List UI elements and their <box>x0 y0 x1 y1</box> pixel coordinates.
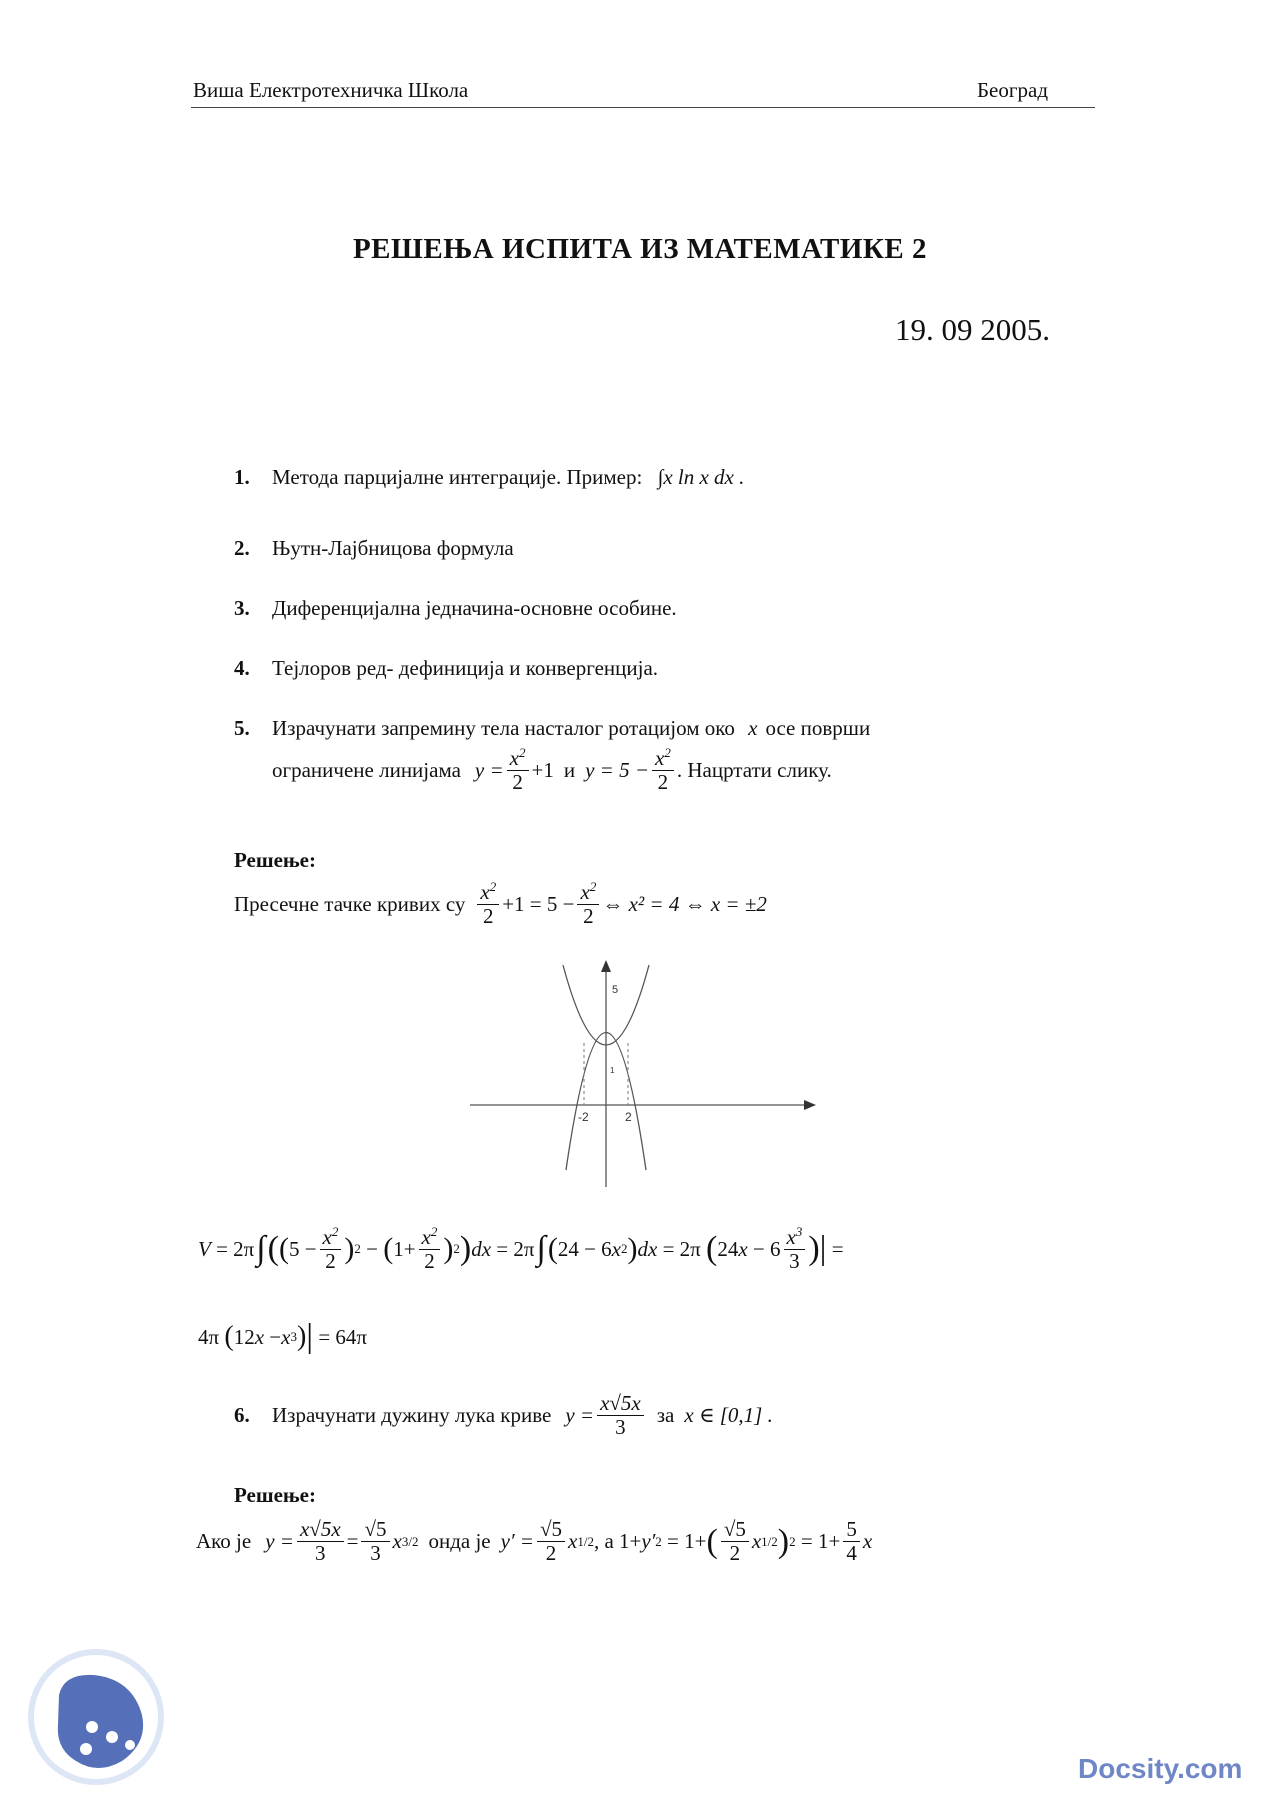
solution-5-intersection <box>234 880 767 928</box>
y-axis-arrow-icon <box>601 960 611 972</box>
curve1-lhs: y = <box>474 757 504 782</box>
curve1-frac: $\frac{x^2}{2}$ <box>507 746 529 794</box>
item-5-text: Израчунати запремину тела насталог ротацијом око <box>272 716 735 740</box>
solution-6-derivative: Ако је y = $\frac{x√5x}{3}$ = $\frac{√5}{3}$ x 3/2 онда је y′ = $\frac{√5}{2}$ x 1/2 , а 1+ y′ 2 = 1+ ( $\frac{√5}{2}$ x 1/2 ) 2 = 1+ $\frac{5}{4}$ x <box>196 1517 873 1566</box>
sol5-eq-mid: +1 = 5 − <box>502 891 575 916</box>
item-4-num: 4. <box>234 656 250 680</box>
docsity-watermark[interactable]: Docsity.com <box>1078 1753 1243 1784</box>
item-5-num: 5. <box>234 716 250 740</box>
item-6-text: Израчунати дужину лука криве <box>272 1403 552 1428</box>
x-axis-arrow-icon <box>804 1100 816 1110</box>
item-4-text: Тејлоров ред- дефиниција и конвергенција. <box>272 656 659 680</box>
page-title: РЕШЕЊА ИСПИТА ИЗ МАТЕМАТИКЕ 2 <box>352 233 928 265</box>
curve2-lhs: y = 5 − <box>585 757 650 782</box>
item-6-za: за <box>656 1403 675 1428</box>
curve1-tail: +1 <box>531 757 554 782</box>
sol6-onda: онда је <box>428 1529 491 1554</box>
solution-6-label: Решење: <box>234 1483 316 1507</box>
item-1 <box>234 465 744 490</box>
sol6-ako: Ако је <box>196 1529 252 1554</box>
volume-formula: V = 2π ∫ ( ( 5 − $\frac{x^2}{2}$ ) 2 − ( 1+ $\frac{x^2}{2}$ ) 2 ) dx = 2π ∫ ( 24 − 6 x 2 ) dx = 2π ( 24 x − 6 $\frac{x^3}{3}$ ) | = <box>198 1224 844 1274</box>
item-3 <box>234 596 677 621</box>
label-neg2: -2 <box>578 1110 589 1124</box>
item-5 <box>234 716 870 741</box>
sol6-a: , а <box>593 1529 614 1554</box>
item-1-text: Метода парцијалне интеграције. Пример: <box>272 465 643 489</box>
header-city: Београд <box>977 78 1048 102</box>
item-3-text: Диференцијална једначина-основне особине. <box>272 596 677 620</box>
exam-date: 19. 09 2005. <box>895 312 1050 347</box>
header-school: Виша Електротехничка Школа <box>193 78 469 102</box>
label-five: 5 <box>612 984 619 996</box>
item-6: 6. Израчунати дужину лука криве y = $\frac{x√5x}{3}$ за x ∈ [0,1] . <box>234 1391 773 1440</box>
parabolas-graph <box>460 955 830 1195</box>
label-pos2: 2 <box>625 1110 632 1124</box>
header-rule <box>191 107 1095 108</box>
sol5-text: Пресечне тачке кривих су <box>234 891 466 916</box>
item-6-frac: $\frac{x√5x}{3}$ <box>597 1392 644 1439</box>
item-6-interval: x ∈ [0,1] . <box>684 1403 773 1428</box>
item-2-text: Њутн-Лајбницова формула <box>272 536 514 560</box>
sol5-frac2: $\frac{x^2}{2}$ <box>577 880 599 928</box>
item-2 <box>234 536 514 561</box>
item-4 <box>234 656 658 681</box>
item-1-num: 1. <box>234 465 250 489</box>
volume-result: 4π ( 12 x − x 3 ) | = 64π <box>198 1318 368 1355</box>
item-1-formula: ∫x ln x dx . <box>657 465 745 489</box>
item-5-line2-text: ограничене линијама <box>272 757 461 782</box>
item-5-line2 <box>272 746 832 794</box>
docsity-logo-icon <box>24 1645 168 1789</box>
curve2-frac: $\frac{x^2}{2}$ <box>652 746 674 794</box>
sol5-frac1: $\frac{x^2}{2}$ <box>477 880 499 928</box>
item-3-num: 3. <box>234 596 250 620</box>
solution-5-label: Решење: <box>234 848 316 872</box>
label-one: 1 <box>610 1066 615 1075</box>
item-6-num: 6. <box>234 1403 250 1428</box>
item-5-var: x <box>748 716 758 740</box>
item-2-num: 2. <box>234 536 250 560</box>
item-5-and: и <box>563 757 576 782</box>
sol5-tail: ⇔ x² = 4 ⇔ x = ±2 <box>602 891 767 916</box>
item-5-text2: осе површи <box>765 716 871 740</box>
item-5-end: . Нацртати слику. <box>676 757 832 782</box>
